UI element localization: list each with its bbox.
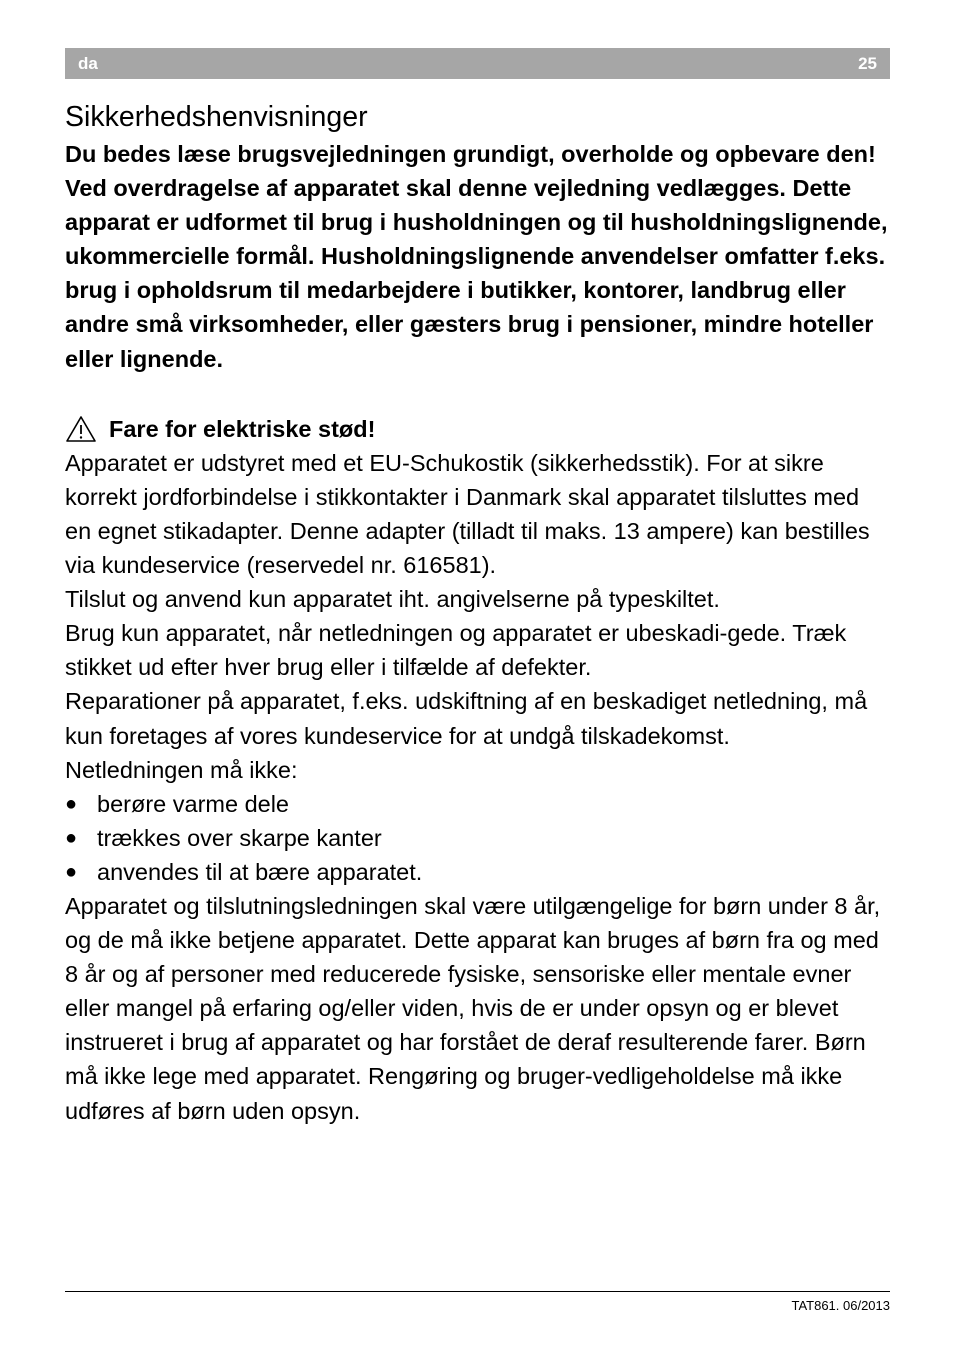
page-number: 25 <box>858 54 877 73</box>
cord-bullet-list <box>65 787 891 889</box>
warning-paragraph-plug: Apparatet er udstyret med et EU-Schukostik (sikkerhedsstik). For at sikre korrekt jordforbindelse i stikkontakter i Danmark skal apparatet tilsluttes med en egnet stikadapter. Denne adapter (tilladt til maks. 13 ampere) kan bestilles via kundeservice (reservedel nr. 616581). <box>65 449 870 579</box>
list-item-text: trækkes over skarpe kanter <box>97 824 382 851</box>
intro-paragraph: Du bedes læse brugsvejledningen grundigt, overholde og opbevare den! Ved overdragelse af apparatet skal denne vejledning vedlægges. Dette apparat er udformet til brug i husholdningen og til husholdningslignende, ukommercielle formål. Husholdningslignende anvendelser omfatter f.eks. brug i opholdsrum til medarbejdere i butikker, kontorer, landbrug eller andre små virksomheder, eller gæsters brug i pensioner, mindre hoteller eller lignende. <box>65 141 888 372</box>
main-content <box>65 97 891 1128</box>
list-item <box>65 787 891 821</box>
header-bar <box>65 48 890 79</box>
section-title: Sikkerhedshenvisninger <box>65 101 368 133</box>
warning-paragraph-repairs: Reparationer på apparatet, f.eks. udskiftning af en beskadiget netledning, må kun foretages af vores kundeservice for at undgå tilskadekomst. <box>65 688 868 749</box>
warning-triangle-icon <box>65 415 97 443</box>
bullet-icon: ● <box>65 826 78 849</box>
warning-paragraph-undamaged: Brug kun apparatet, når netledningen og apparatet er ubeskadi-gede. Træk stikket ud efter hver brug eller i tilfælde af defekter. <box>65 620 847 681</box>
language-code: da <box>78 54 98 73</box>
warning-paragraph-typeplate: Tilslut og anvend kun apparatet iht. angivelserne på typeskiltet. <box>65 586 720 613</box>
warning-paragraph-cord: Netledningen må ikke: <box>65 756 298 783</box>
footer-reference: TAT861. 06/2013 <box>791 1298 890 1313</box>
list-item-text: berøre varme dele <box>97 790 289 817</box>
list-item <box>65 855 891 889</box>
list-item-text: anvendes til at bære apparatet. <box>97 858 423 885</box>
children-paragraph: Apparatet og tilslutningsledningen skal være utilgængelige for børn under 8 år, og de må ikke betjene apparatet. Dette apparat kan bruges af børn fra og med 8 år og af personer med reducerede fysiske, sensoriske eller mentale evner eller mangel på erfaring og/eller viden, hvis de er under opsyn og er blevet instrueret i brug af apparatet og har forstået de deraf resulterende farer. Børn må ikke lege med apparatet. Rengøring og bruger-vedligeholdelse må ikke udføres af børn uden opsyn. <box>65 892 881 1124</box>
warning-heading <box>65 412 891 446</box>
warning-heading-text: Fare for elektriske stød! <box>109 415 376 442</box>
bullet-icon: ● <box>65 792 78 815</box>
list-item <box>65 821 891 855</box>
bullet-icon: ● <box>65 860 78 883</box>
footer-divider <box>65 1291 890 1292</box>
